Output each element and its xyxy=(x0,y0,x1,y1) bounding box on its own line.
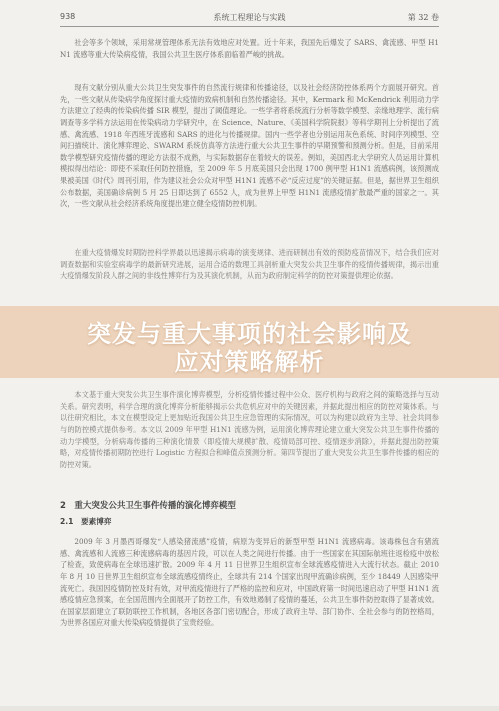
banner-title-line-1: 突发与重大事项的社会影响及 xyxy=(87,320,412,348)
body-paragraph-2: 现有文献分别从重大公共卫生突发事件的自然流行规律和传播途径，以及社会经济防控体系两个方面展开研究。首先，一些文献从传染病学角度探讨重大疫情的致病机制和自然传播途径。其中，Kermark 和 McKendrick 利用动力学方法建立了经典的传染病传播 SIR 模型，提出了阈值理论。一些学者将系统流行分析等数学模型、亲缘地理学、流行病调查等多学科方法运用在传染病动力学研究中，在 Science、Nature、《美国科学院院报》等科学期刊上分析提出了流感、禽流感、1918 年西班牙流感和 SARS 的进化与传播规律。国内一些学者也分别运用灰色系统、时间序列模型、空间扫描统计、演化博弈理论、SWARM 系统仿真等方法进行重大公共卫生事件的早期预警和预测分析。但是，目前采用数学模型研究疫情传播的理论方法很不成熟，与实际数据存在着较大的误差。例如，美国西北大学研究人员运用计算机模拟得出结论：即使不采取任何防控措施，至 2009 年 5 月底美国只会出现 1700 例甲型 H1N1 流感病例，该预测成果被美国《时代》周刊引用，作为建议社会公众对甲型 H1N1 流感不必“反应过度”的关键证据。但是，据世界卫生组织公布数据，美国确诊病例 5 月 25 日即达到了 6552 人，成为世界上甲型 H1N1 流感疫情扩散最严重的国家之一。其次，一些文献从社会经济系统角度提出建立健全疫情防控机制。 xyxy=(60,83,439,209)
page-number: 938 xyxy=(60,12,76,21)
volume-label: 第 32 卷 xyxy=(407,13,439,22)
body-paragraph-4: 本文基于重大突发公共卫生事件演化博弈模型，分析疫情传播过程中公众、医疗机构与政府之间的策略选择与互动关系。研究表明，科学合理的演化博弈分析能够揭示公共危机应对中的关键因素，并据此提出相应的防控对策体系。与以往研究相比，本文在模型设定上更加贴近我国公共卫生应急管理的实际情况，可以为构建以政府为主导、社会共同参与的防控模式提供参考。本文以 2009 年甲型 H1N1 流感为例，运用演化博弈理论建立重大突发公共卫生事件传播的动力学模型，分析病毒传播的三种演化情景（即疫情大规模扩散、疫情局部可控、疫情逐步消除），并据此提出防控策略，对疫情传播初期防控进行 Logistic 方程拟合和峰值点预测分析。第四节提出了重大突发公共卫生事件传播的相应的防控对策。 xyxy=(60,390,439,469)
body-paragraph-3: 在重大疫情爆发时期防控科学界最以迅速揭示病毒的演变规律、进而研制出有效的预防疫苗情况下，结合我们应对调查数据和实验室病毒学的最新研究进展，运用合适的数理工具剖析重大突发公共卫生事件的疫情传播规律，揭示出重大疫情爆发阶段人群之间的非线性博弈行为及其演化机制，从而为政府制定科学的防控对策提供理论依据。 xyxy=(60,248,439,281)
section-heading: 2 重大突发公共卫生事件传播的演化博弈模型 xyxy=(60,501,236,511)
body-paragraph-1: 社会等多个领域，采用常规管理体系无法有效地应对处置。近十年来，我国先后爆发了 SARS、禽流感、甲型 H1N1 流感等重大传染病疫情，我国公共卫生医疗体系面临着严峻的挑战。 xyxy=(60,38,439,59)
page-header xyxy=(60,10,439,27)
body-paragraph-5: 2009 年 3 月墨西哥爆发“人感染猪流感”疫情，病原为变异后的新型甲型 H1N1 流感病毒。该毒株包含有猪流感、禽流感和人流感三种流感病毒的基因片段，可以在人类之间进行传播。由于一些国家在其国际航班往返检疫中放松了检查，致使病毒在全球迅速扩散。2009 年 4 月 11 日世界卫生组织宣布全球流感疫情进入大流行状态。截止 2010 年 8 月 10 日世界卫生组织宣布全球流感疫情终止，全球共有 214 个国家出现甲流确诊病例，至少 18449 人因感染甲流死亡。我国因疫情防控及时有效，对甲流疫情进行了严格的监控和应对，中国政府第一时间迅速启动了甲型 H1N1 流感疫情应急预案，在全国范围内全面展开了防控工作，有效地遏制了疫情的蔓延，公共卫生事件防控取得了显著成效。在国家层面建立了联防联控工作机制，各地区各部门密切配合，形成了政府主导、部门协作、全社会参与的防控格局，为世界各国应对重大传染病疫情提供了宝贵经验。 xyxy=(60,537,439,628)
title-banner xyxy=(0,306,499,378)
banner-title xyxy=(0,320,499,376)
journal-title: 系统工程理论与实践 xyxy=(213,13,286,22)
subsection-heading: 2.1 要素博弈 xyxy=(60,517,112,526)
banner-title-line-2: 应对策略解析 xyxy=(174,348,325,376)
